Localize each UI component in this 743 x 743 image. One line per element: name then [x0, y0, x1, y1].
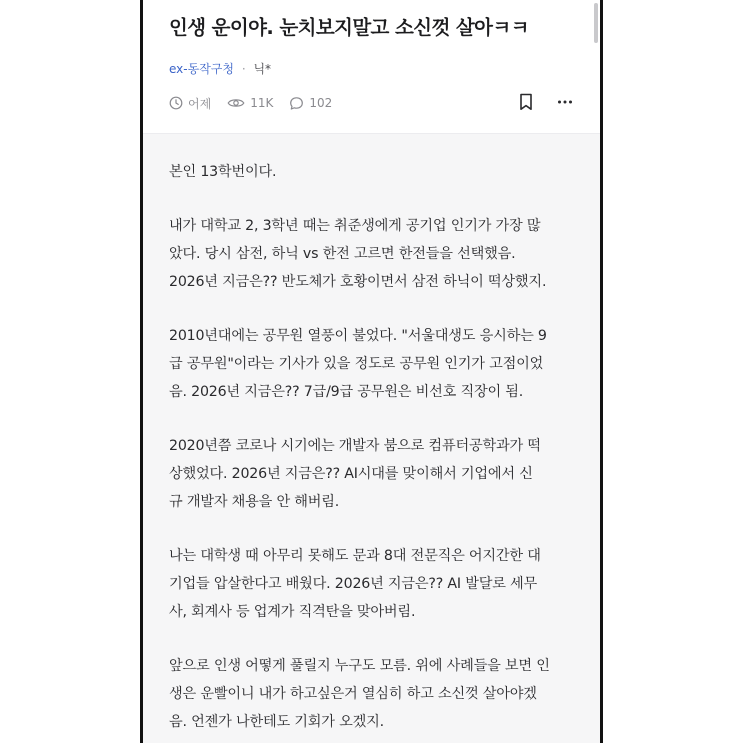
post-time	[169, 95, 211, 112]
text-line: 았다. 당시 삼전, 하닉 vs 한전 고르면 한전들을 선택했음.	[169, 246, 516, 262]
scrollbar-thumb[interactable]	[594, 3, 598, 43]
more-options-button[interactable]	[556, 93, 574, 115]
paragraph	[169, 542, 584, 626]
clock-icon	[169, 96, 183, 110]
post-body	[169, 158, 584, 743]
author-link[interactable]: ex-동작구청	[169, 62, 234, 76]
text-line: 음. 언젠가 나한테도 기회가 오겠지.	[169, 714, 384, 730]
post-stats	[169, 94, 348, 112]
post-comments-count: 102	[309, 96, 333, 110]
paragraph	[169, 212, 584, 296]
paragraph	[169, 432, 584, 516]
text-line: 내가 대학교 2, 3학년 때는 취준생에게 공기업 인기가 가장 많	[169, 218, 541, 234]
screenshot-frame-right	[600, 0, 603, 743]
text-line: 사, 회계사 등 업계가 직격탄을 맞아버림.	[169, 604, 416, 620]
text-line: 상했었다. 2026년 지금은?? AI시대를 맞이해서 기업에서 신	[169, 466, 533, 482]
bookmark-button[interactable]	[518, 93, 534, 115]
post-header	[143, 0, 600, 134]
text-line: 2026년 지금은?? 반도체가 호황이면서 삼전 하닉이 떡상했지.	[169, 274, 547, 290]
post-meta	[169, 60, 271, 77]
bookmark-icon	[518, 93, 534, 111]
comment-bubble-icon	[289, 96, 304, 111]
paragraph	[169, 322, 584, 406]
text-line: 나는 대학생 때 아무리 못해도 문과 8대 전문직은 어지간한 대	[169, 548, 541, 564]
text-line: 본인 13학번이다.	[169, 164, 277, 180]
text-line: 음. 2026년 지금은?? 7급/9급 공무원은 비선호 직장이 됨.	[169, 384, 524, 400]
text-line: 2010년대에는 공무원 열풍이 불었다. "서울대생도 응시하는 9	[169, 328, 547, 344]
post-title: 인생 운이야. 눈치보지말고 소신껏 살아ㅋㅋ	[169, 16, 529, 39]
meta-separator: ·	[241, 62, 246, 76]
post-time-text: 어제	[188, 96, 212, 111]
post-screen	[143, 0, 600, 743]
paragraph	[169, 652, 584, 736]
text-line: 2020년쯤 코로나 시기에는 개발자 붐으로 컴퓨터공학과가 떡	[169, 438, 541, 454]
text-line: 규 개발자 채용을 안 해버림.	[169, 494, 340, 510]
text-line: 급 공무원"이라는 기사가 있을 정도로 공무원 인기가 고점이었	[169, 356, 544, 372]
text-line: 앞으로 인생 어떻게 풀릴지 누구도 모름. 위에 사례들을 보면 인	[169, 658, 550, 674]
more-dots-icon	[556, 93, 574, 111]
post-views	[227, 96, 273, 110]
post-comments[interactable]	[289, 96, 332, 111]
eye-icon	[227, 96, 245, 110]
paragraph	[169, 158, 584, 186]
text-line: 기업들 압살한다고 배웠다. 2026년 지금은?? AI 발달로 세무	[169, 576, 538, 592]
text-line: 생은 운빨이니 내가 하고싶은거 열심히 하고 소신껏 살아야겠	[169, 686, 537, 702]
author-company: 닉*	[253, 62, 272, 76]
post-views-count: 11K	[250, 96, 274, 110]
